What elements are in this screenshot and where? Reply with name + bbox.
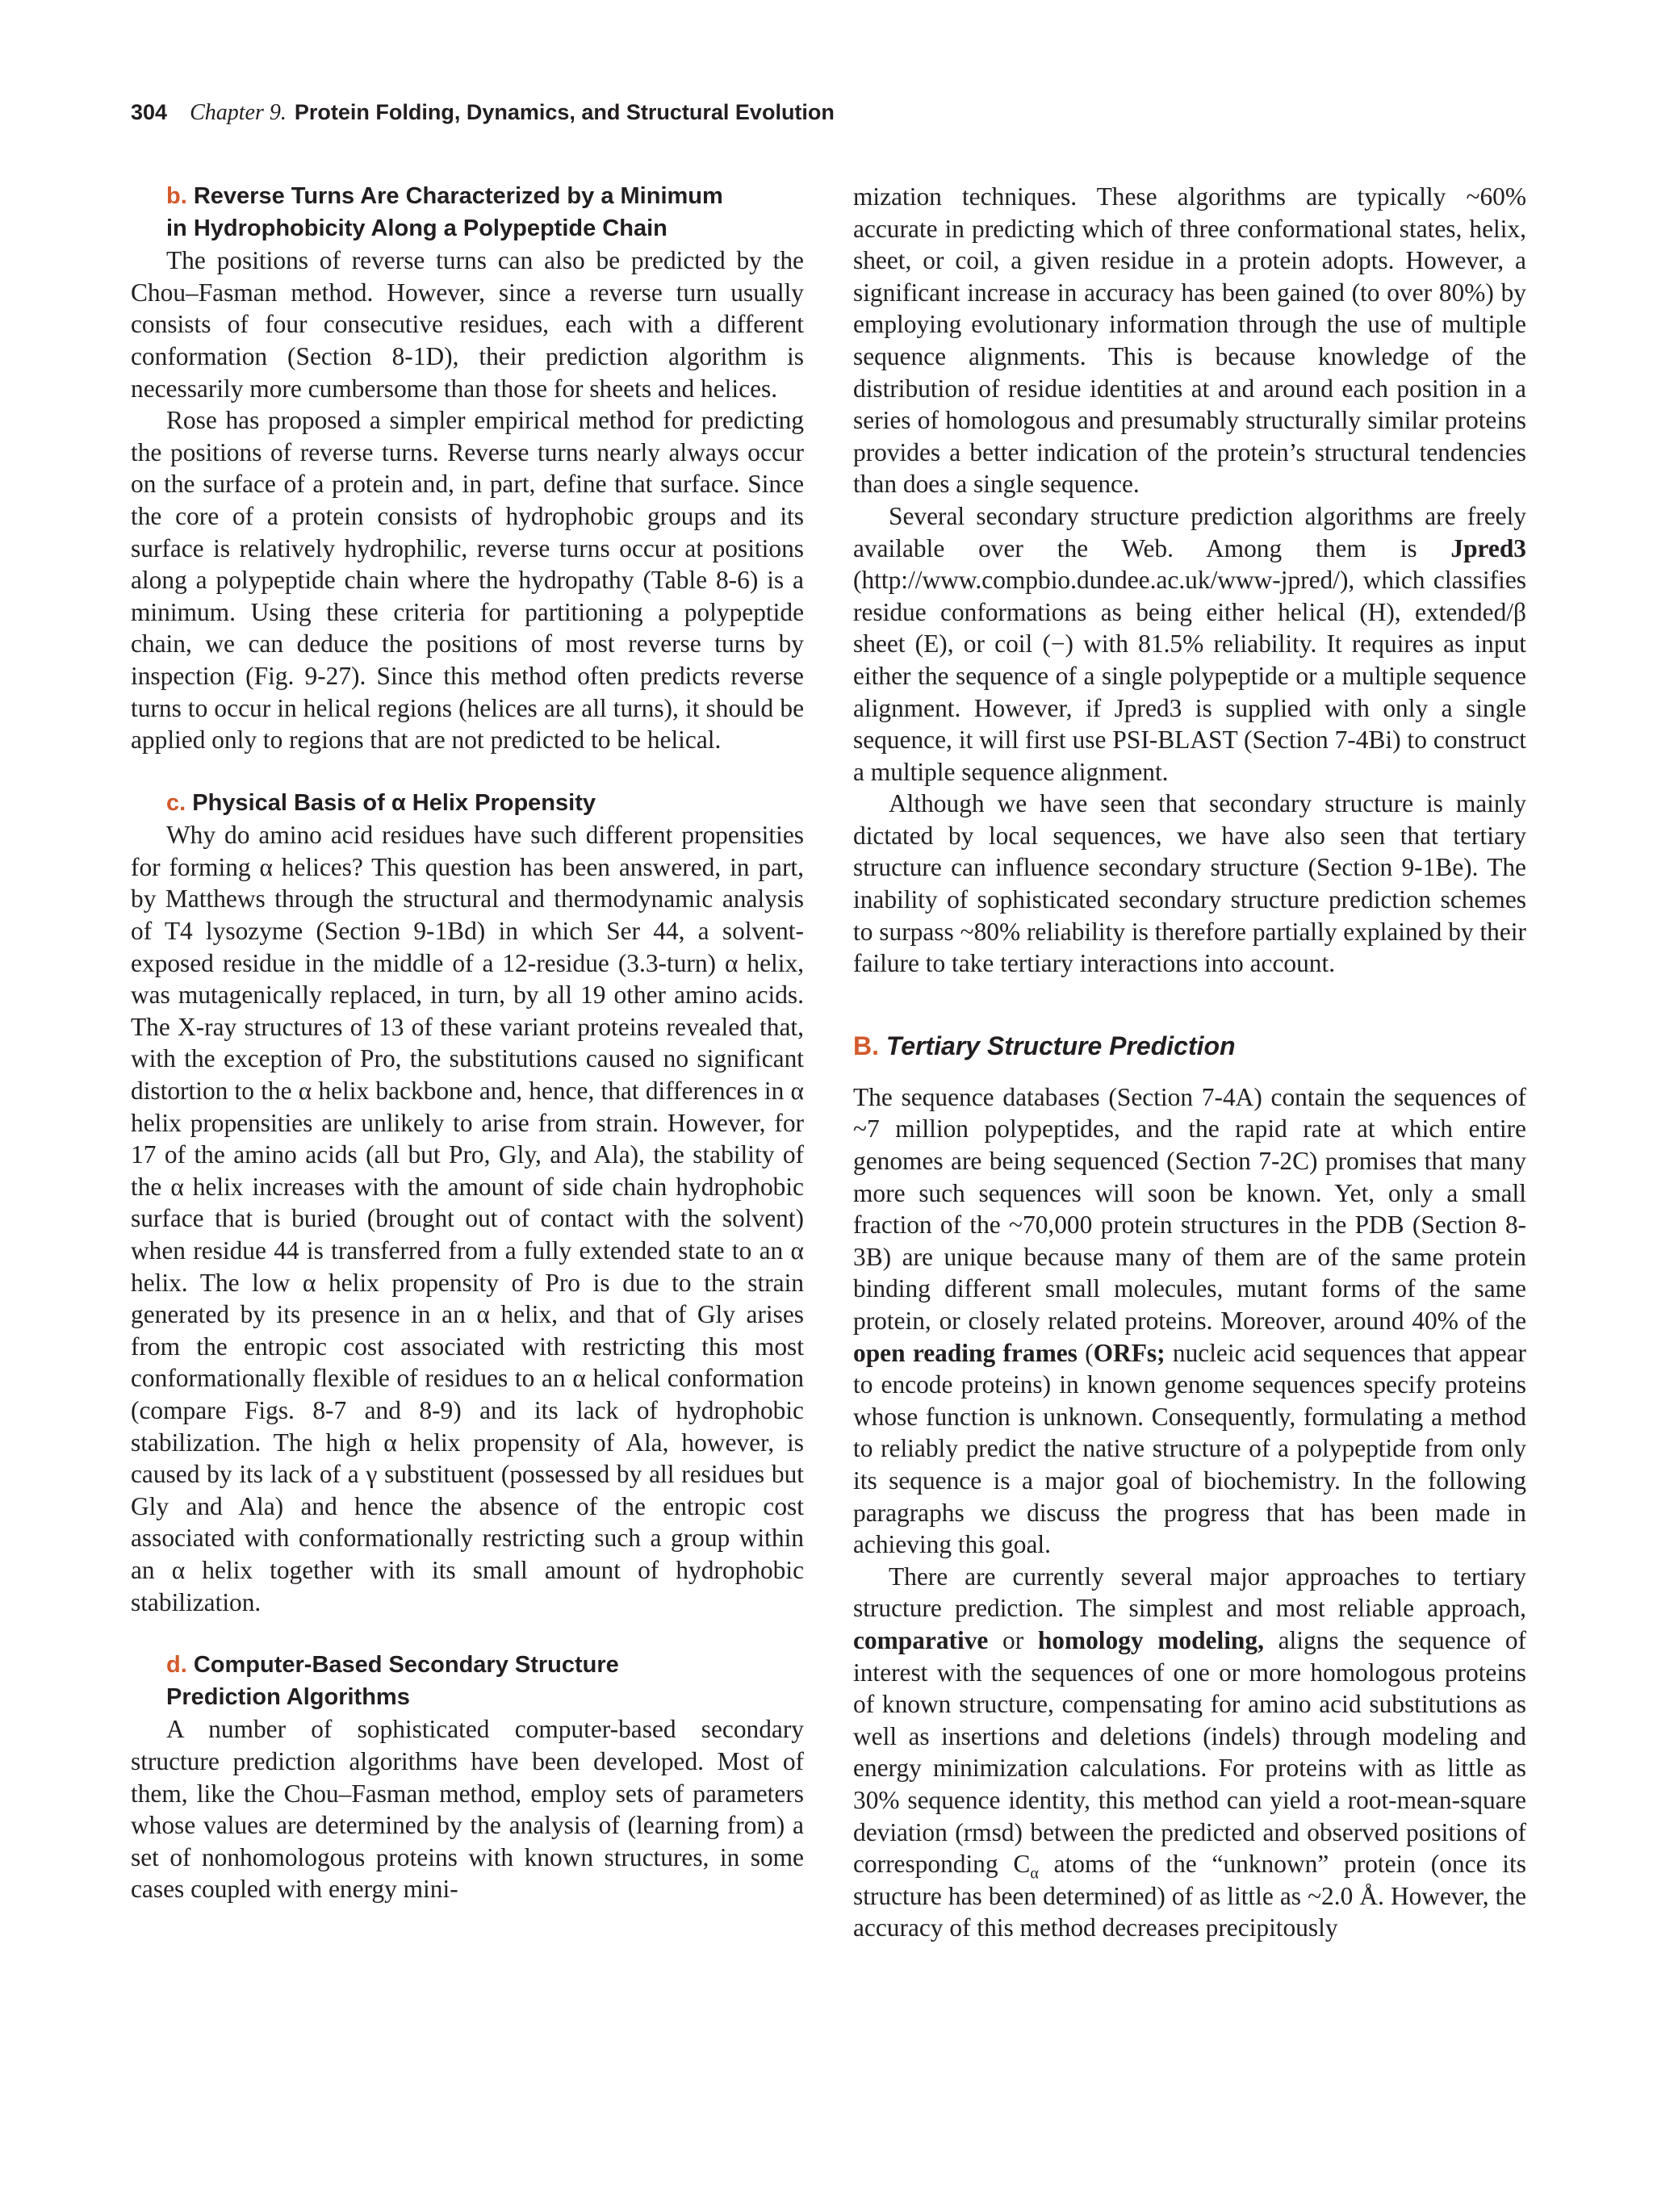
chapter-title: Protein Folding, Dynamics, and Structural Evolution: [294, 100, 835, 124]
text-run: or: [1002, 1625, 1024, 1654]
subsection-b-title-line2: in Hydrophobicity Along a Polypeptide Chain: [166, 215, 667, 241]
right-column: [853, 181, 1526, 1944]
orf-abbrev: ORFs;: [1093, 1338, 1165, 1367]
jpred3-term: Jpred3: [1450, 533, 1526, 562]
text-run: The sequence databases (Section 7-4A) contain the sequences of ~7 million polypeptides, and the rapid rate at which entire genomes are being sequenced (Section 7-2C) promises that many more such sequences will soon be known. Yet, only a small fraction of the ~70,000 protein structures in the PDB (Section 8-3B) are unique because many of them are of the same protein binding different small molecules, mutant forms of the same protein, or closely related proteins. Moreover, around 40% of the: [853, 1082, 1526, 1335]
text-run: (http://www.compbio.dundee.ac.uk/www-jpred/), which classifies residue conformations as being either helical (H), extended/β sheet (E), or coil (−) with 81.5% reliability. It requires as input either the sequence of a single polypeptide or a multiple sequence alignment. However, if Jpred3 is supplied with only a single sequence, it will first use PSI-BLAST (Section 7-4Bi) to construct a multiple sequence alignment.: [853, 566, 1526, 786]
comparative-term: comparative: [853, 1625, 989, 1654]
paragraph: Although we have seen that secondary structure is mainly dictated by local sequences, we have also seen that tertiary structure can influence secondary structure (Section 9-1Be). The inability of sophisticated secondary structure prediction schemes to surpass ~80% reliability is therefore partially explained by their failure to take tertiary interactions into account.: [853, 789, 1526, 978]
subsection-c-heading: [131, 788, 804, 820]
homology-modeling-term: homology modeling,: [1037, 1625, 1264, 1654]
subsection-d-heading: [131, 1650, 804, 1713]
text-run: There are currently several major approaches to tertiary structure prediction. The simplest and most reliable approach,: [853, 1562, 1526, 1623]
running-header: [131, 100, 835, 132]
page-number: 304: [131, 100, 168, 124]
paragraph: [853, 1561, 1526, 1944]
subsection-b-heading: [131, 181, 804, 245]
left-column: [131, 181, 804, 1905]
subscript-alpha: α: [1030, 1864, 1039, 1883]
section-b-heading: [853, 1030, 1526, 1062]
text-run: atoms of the “unknown” protein (once its structure has been determined) of as little as ~2.0 Å. However, the accuracy of this method decreases precipitously: [853, 1850, 1526, 1942]
chapter-label: Chapter 9.: [190, 100, 287, 125]
paragraph: The positions of reverse turns can also be predicted by the Chou–Fasman method. However, since a reverse turn usually consists of four consecutive residues, each with a different conformation (Section 8-1D), their prediction algorithm is necessarily more cumbersome than those for sheets and helices.: [131, 246, 804, 403]
text-run: Several secondary structure prediction algorithms are freely available over the Web. Among them is: [853, 501, 1526, 562]
paragraph: Why do amino acid residues have such different propensities for forming α helices? This question has been answered, in part, by Matthews through the structural and thermodynamic analysis of T4 lysozyme (Section 9-1Bd) in which Ser 44, a solvent-exposed residue in the middle of a 12-residue (3.3-turn) α helix, was mutagenically replaced, in turn, by all 19 other amino acids. The X-ray structures of 13 of these variant proteins revealed that, with the exception of Pro, the substitutions caused no significant distortion to the α helix backbone and, hence, that differences in α helix propensities are unlikely to arise from strain. However, for 17 of the amino acids (all but Pro, Gly, and Ala), the stability of the α helix increases with the amount of side chain hydrophobic surface that is buried (brought out of contact with the solvent) when residue 44 is transferred from a fully extended state to an α helix. The low α helix propensity of Pro is due to the strain generated by its presence in an α helix, and that of Gly arises from the entropic cost associated with restricting this most conformationally flexible of residues to an α helical conformation (compare Figs. 8-7 and 8-9) and its lack of hydrophobic stabilization. The high α helix propensity of Ala, however, is caused by its lack of a γ substituent (possessed by all residues but Gly and Ala) and hence the absence of the entropic cost associated with conformationally restricting such a group within an α helix together with its small amount of hydrophobic stabilization.: [131, 821, 804, 1616]
paragraph: [853, 1081, 1526, 1561]
paragraph: mization techniques. These algorithms are typically ~60% accurate in predicting which of three conformational states, helix, sheet, or coil, a given residue in a protein adopts. However, a significant increase in accuracy has been gained (to over 80%) by employing evolutionary information through the use of multiple sequence alignments. This is because knowledge of the distribution of residue identities at and around each position in a series of homologous and presumably structurally similar proteins provides a better indication of the protein’s structural tendencies than does a single sequence.: [853, 182, 1526, 499]
subsection-c-title: Physical Basis of α Helix Propensity: [192, 789, 596, 816]
section-b-title: Tertiary Structure Prediction: [885, 1031, 1236, 1060]
subsection-d-letter: d.: [166, 1652, 187, 1679]
subsection-d-title-line1: Computer-Based Secondary Structure: [193, 1652, 619, 1679]
text-run: nucleic acid sequences that appear to encode proteins) in known genome sequences specify proteins whose function is unknown. Consequently, formulating a method to reliably predict the native structure of a polypeptide from only its sequence is a major goal of biochemistry. In the following paragraphs we discuss the progress that has been made in achieving this goal.: [853, 1338, 1526, 1559]
paragraph: A number of sophisticated computer-based secondary structure prediction algorithms have been developed. Most of them, like the Chou–Fasman method, employ sets of parameters whose values are determined by the analysis of (learning from) a set of nonhomologous proteins with known structures, in some cases coupled with energy mini-: [131, 1715, 804, 1904]
text-run: aligns the sequence of interest with the sequences of one or more homologous proteins of known structure, compensating for amino acid substitutions as well as insertions and deletions (indels) through modeling and energy minimization calculations. For proteins with as little as 30% sequence identity, this method can yield a root-mean-square deviation (rmsd) between the predicted and observed positions of corresponding C: [853, 1625, 1526, 1879]
text-run: (: [1077, 1338, 1094, 1367]
subsection-b-letter: b.: [166, 183, 187, 209]
subsection-d-title-line2: Prediction Algorithms: [166, 1683, 410, 1710]
subsection-c-letter: c.: [166, 789, 186, 816]
subsection-b-title-line1: Reverse Turns Are Characterized by a Minimum: [193, 183, 723, 209]
paragraph: Rose has proposed a simpler empirical method for predicting the positions of reverse turns. Reverse turns nearly always occur on the surface of a protein and, in part, define that surface. Since the core of a protein consists of hydrophobic groups and its surface is relatively hydrophilic, reverse turns occur at positions along a polypeptide chain where the hydropathy (Table 8-6) is a minimum. Using these criteria for partitioning a polypeptide chain, we can deduce the positions of most reverse turns by inspection (Fig. 9-27). Since this method often predicts reverse turns to occur in helical regions (helices are all turns), it should be applied only to regions that are not predicted to be helical.: [131, 406, 804, 755]
section-b-letter: B.: [853, 1031, 879, 1060]
orf-term: open reading frames: [853, 1338, 1078, 1367]
paragraph: [853, 500, 1526, 788]
